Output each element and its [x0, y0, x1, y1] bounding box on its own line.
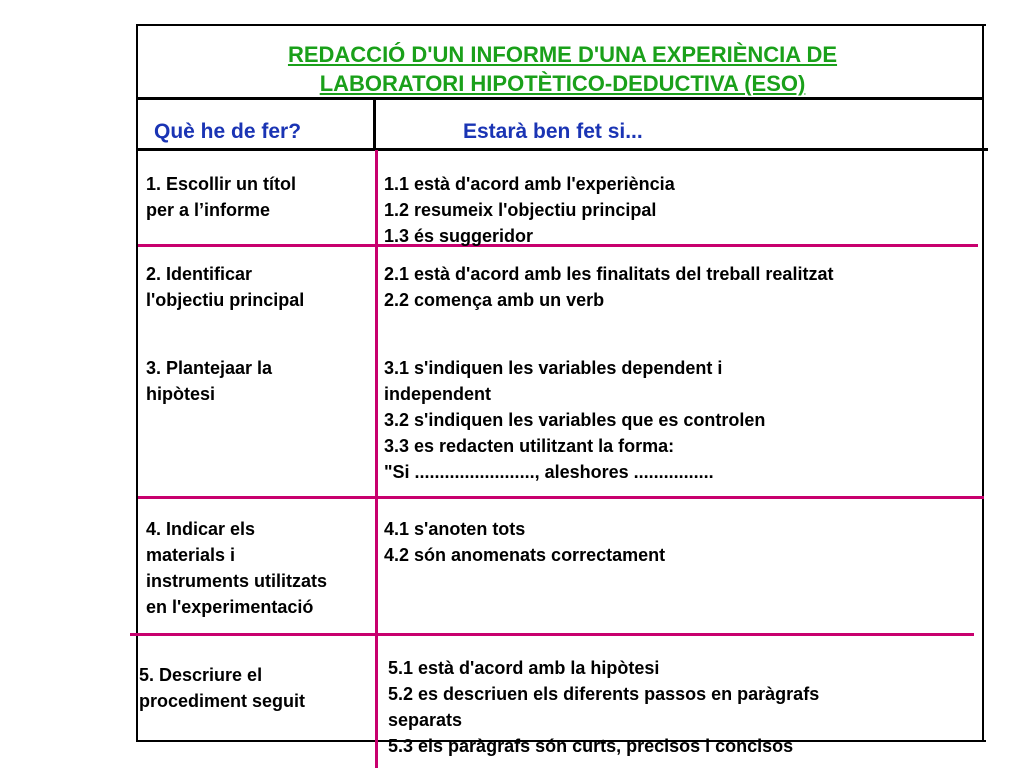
- task-cell-5: [139, 662, 305, 714]
- criteria-line: 5.2 es descriuen els diferents passos en paràgrafs: [388, 684, 820, 704]
- task-line: hipòtesi: [146, 384, 216, 404]
- criteria-line: 3.3 es redacten utilitzant la forma:: [384, 436, 675, 456]
- header-divider: [136, 148, 988, 151]
- task-line: procediment seguit: [139, 691, 306, 711]
- column-separator: [375, 150, 378, 768]
- criteria-line: "Si ........................, aleshores ................: [384, 462, 714, 482]
- task-line: 3. Plantejaar la: [146, 358, 273, 378]
- title-line-1: REDACCIÓ D'UN INFORME D'UNA EXPERIÈNCIA DE: [287, 42, 838, 67]
- task-line: en l'experimentació: [146, 597, 314, 617]
- task-line: instruments utilitzats: [146, 571, 328, 591]
- task-line: per a l’informe: [146, 200, 271, 220]
- frame-top-border: [136, 24, 986, 26]
- criteria-line: 5.1 està d'acord amb la hipòtesi: [388, 658, 660, 678]
- criteria-line: 1.1 està d'acord amb l'experiència: [384, 174, 675, 194]
- task-cell-4: [146, 516, 327, 620]
- criteria-line: 4.2 són anomenats correctament: [384, 545, 666, 565]
- criteria-line: separats: [388, 710, 463, 730]
- frame-right-border: [982, 24, 984, 742]
- header-what-to-do: Què he de fer?: [154, 120, 302, 143]
- title-line-2: LABORATORI HIPOTÈTICO-DEDUCTIVA (ESO): [319, 71, 806, 96]
- criteria-line: 1.3 és suggeridor: [384, 226, 534, 246]
- header-column-divider: [373, 100, 376, 150]
- task-line: 2. Identificar: [146, 264, 253, 284]
- task-cell-2: [146, 261, 304, 313]
- criteria-cell-2: [384, 261, 833, 313]
- document-title: [140, 40, 985, 98]
- criteria-cell-1: [384, 171, 675, 249]
- criteria-line: 3.1 s'indiquen les variables dependent i: [384, 358, 723, 378]
- criteria-cell-4: [384, 516, 665, 568]
- criteria-line: independent: [384, 384, 491, 404]
- task-line: materials i: [146, 545, 236, 565]
- criteria-cell-5: [388, 655, 819, 759]
- task-line: 5. Descriure el: [139, 665, 263, 685]
- task-cell-1: [146, 171, 296, 223]
- task-line: 1. Escollir un títol: [146, 174, 297, 194]
- criteria-cell-3: [384, 355, 765, 485]
- criteria-line: 4.1 s'anoten tots: [384, 519, 526, 539]
- criteria-line: 1.2 resumeix l'objectiu principal: [384, 200, 657, 220]
- criteria-line: 5.3 els paràgrafs són curts, precisos i concisos: [388, 736, 794, 756]
- task-cell-3: [146, 355, 272, 407]
- task-line: 4. Indicar els: [146, 519, 256, 539]
- task-line: l'objectiu principal: [146, 290, 305, 310]
- header-done-well-if: Estarà ben fet si...: [463, 120, 643, 143]
- criteria-line: 3.2 s'indiquen les variables que es controlen: [384, 410, 766, 430]
- row-separator-3: [130, 633, 974, 636]
- criteria-line: 2.2 comença amb un verb: [384, 290, 605, 310]
- criteria-line: 2.1 està d'acord amb les finalitats del treball realitzat: [384, 264, 834, 284]
- row-separator-2: [138, 496, 984, 499]
